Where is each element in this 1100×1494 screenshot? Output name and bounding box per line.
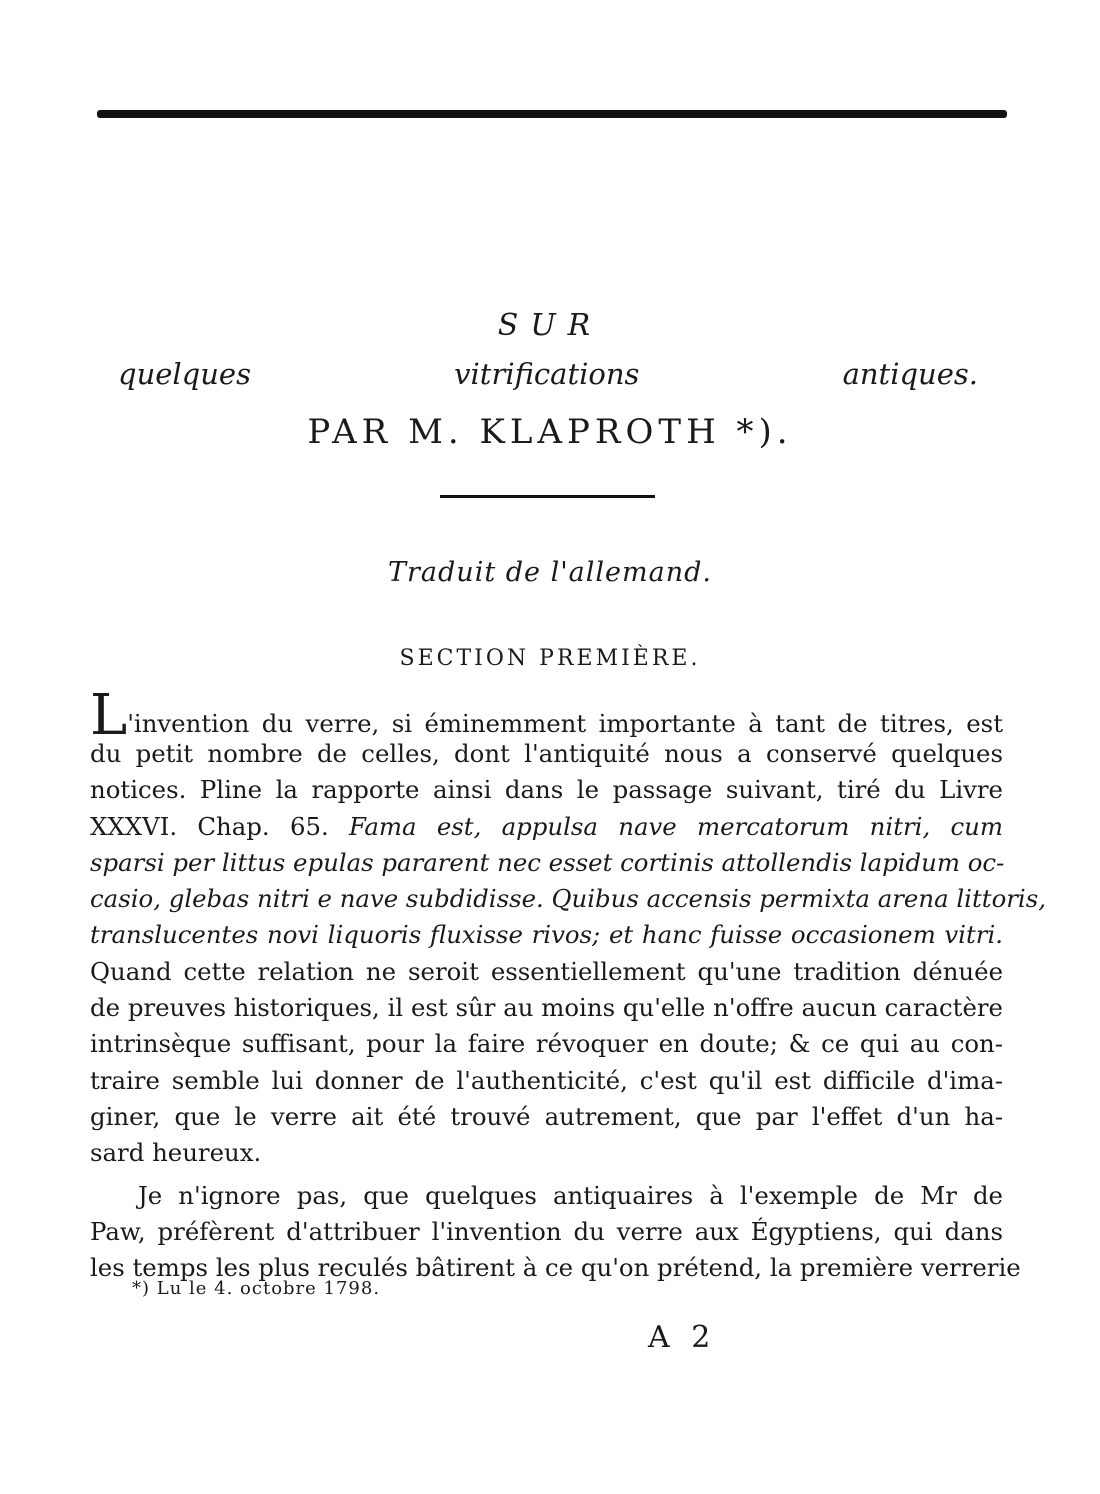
paragraph-1-line-5: sparsi per littus epulas pararent nec esset cortinis attollendis lapidum oc- [90,847,1005,877]
title-subtitle: quelques vitrifications antiques. [118,357,978,391]
pliny-quote-start: Fama est, appulsa nave mercatorum nitri, cum [349,811,1003,841]
paragraph-1-line-6: casio, glebas nitri e nave subdidisse. Quibus accensis permixta arena littoris, [90,884,1046,914]
paragraph-1-line-3: notices. Pline la rapporte ainsi dans le passage suivant, tiré du Livre [90,775,1003,805]
translation-note: Traduit de l'allemand. [388,557,712,588]
paragraph-1-line-4 [90,809,1003,845]
section-heading: SECTION PREMIÈRE. [399,646,701,671]
paragraph-1-line-8: Quand cette relation ne seroit essentiellement qu'une tradition dénuée [90,956,1003,986]
paragraph-2-line-3: les temps les plus reculés bâtirent à ce qu'on prétend, la première verrerie [90,1253,1021,1283]
paragraph-1-line-1: L'invention du verre, si éminemment importante à tant de titres, est [90,683,1003,748]
paragraph-1-line-10: intrinsèque suffisant, pour la faire révoquer en doute; & ce qui au con- [90,1029,1003,1059]
top-rule [97,110,1007,118]
chapter-reference: XXXVI. Chap. 65. [90,811,329,841]
paragraph-2-line-2: Paw, préfèrent d'attribuer l'invention du verre aux Égyptiens, qui dans [90,1216,1003,1246]
paragraph-1-line-12: giner, que le verre ait été trouvé autrement, que par l'effet d'un ha- [90,1101,1003,1131]
title-divider [440,495,655,498]
title-sur: SUR [497,308,603,343]
drop-cap: L [90,683,128,748]
paragraph-1-line-2: du petit nombre de celles, dont l'antiquité nous a conservé quelques [90,739,1003,768]
footnote: *) Lu le 4. octobre 1798. [132,1278,381,1299]
paragraph-2-line-1: Je n'ignore pas, que quelques antiquaires à l'exemple de Mr de [138,1180,1003,1210]
signature-mark: A 2 [648,1320,717,1355]
paragraph-1-line-9: de preuves historiques, il est sûr au moins qu'elle n'offre aucun caractère [90,993,1003,1023]
title-author: PAR M. KLAPROTH *). [307,412,793,452]
paragraph-1-line-13: sard heureux. [90,1138,262,1168]
paragraph-1-line-11: traire semble lui donner de l'authenticité, c'est qu'il est difficile d'ima- [90,1065,1003,1095]
body-text [90,683,1046,1286]
paragraph-1-line-7: translucentes novi liquoris fluxisse rivos; et hanc fuisse occasionem vitri. [90,920,1003,950]
